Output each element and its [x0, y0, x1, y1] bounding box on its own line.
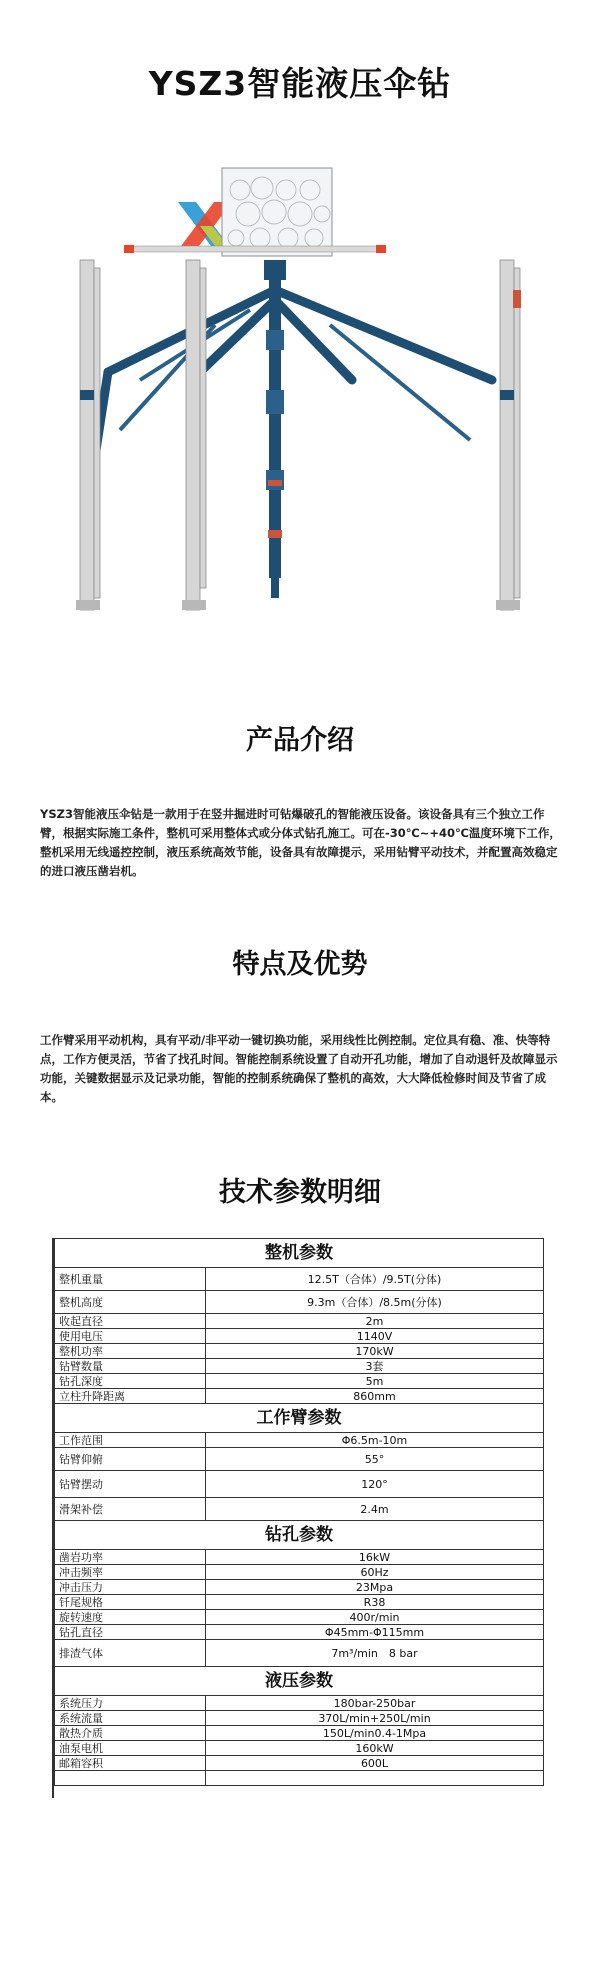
group-title-drill: 钻孔参数 — [55, 1521, 544, 1550]
spec-key: 冲击压力 — [55, 1580, 206, 1595]
spec-key: 系统压力 — [55, 1696, 206, 1711]
spec-value: 9.3m（合体）/8.5m(分体) — [206, 1291, 544, 1314]
spec-value: 2m — [206, 1314, 544, 1329]
spec-key: 散热介质 — [55, 1726, 206, 1741]
spec-value: 55° — [206, 1448, 544, 1471]
spec-key: 钻臂数量 — [55, 1359, 206, 1374]
spec-key: 排渣气体 — [55, 1640, 206, 1667]
spec-key: 冲击频率 — [55, 1565, 206, 1580]
page-title: YSZ3智能液压伞钻 — [148, 64, 452, 103]
specs-heading: 技术参数明细 — [219, 1177, 381, 1208]
spec-value: 23Mpa — [206, 1580, 544, 1595]
spec-value: 7m³/min 8 bar — [206, 1640, 544, 1667]
spec-value: 370L/min+250L/min — [206, 1711, 544, 1726]
spec-value: 180bar-250bar — [206, 1696, 544, 1711]
spec-key: 整机重量 — [55, 1268, 206, 1291]
spec-value: 860mm — [206, 1389, 544, 1404]
spec-value: 170kW — [206, 1344, 544, 1359]
spec-key: 钻孔直径 — [55, 1625, 206, 1640]
spec-value: Φ45mm-Φ115mm — [206, 1625, 544, 1640]
spec-value: 400r/min — [206, 1610, 544, 1625]
spec-value: 160kW — [206, 1741, 544, 1756]
group-title-machine: 整机参数 — [55, 1239, 544, 1268]
features-text: 工作臂采用平动机构，具有平动/非平动一键切换功能，采用线性比例控制。定位具有稳、准、快等特点，工作方便灵活，节省了找孔时间。智能控制系统设置了自动开孔功能，增加了自动退钎及故障显示功能，关键数据显示及记录功能，智能的控制系统确保了整机的高效，大大降低检修时间及节省了成本。 — [40, 1033, 558, 1104]
spec-value: 5m — [206, 1374, 544, 1389]
spec-key: 收起直径 — [55, 1314, 206, 1329]
spec-key: 油泵电机 — [55, 1741, 206, 1756]
spec-value: R38 — [206, 1595, 544, 1610]
group-title-arm: 工作臂参数 — [55, 1404, 544, 1433]
spec-key: 整机高度 — [55, 1291, 206, 1314]
spec-table — [54, 1238, 544, 1786]
spec-key: 邮箱容积 — [55, 1756, 206, 1771]
spec-value: 16kW — [206, 1550, 544, 1565]
spec-value: 12.5T（合体）/9.5T(分体) — [206, 1268, 544, 1291]
spec-value: 150L/min0.4-1Mpa — [206, 1726, 544, 1741]
spec-key: 钻臂摆动 — [55, 1471, 206, 1498]
spec-value: 3套 — [206, 1359, 544, 1374]
spec-empty-value — [206, 1771, 544, 1786]
spec-value: Φ6.5m-10m — [206, 1433, 544, 1448]
spec-key: 整机功率 — [55, 1344, 206, 1359]
spec-value: 1140V — [206, 1329, 544, 1344]
spec-value: 60Hz — [206, 1565, 544, 1580]
spec-key: 滑架补偿 — [55, 1498, 206, 1521]
spec-key: 系统流量 — [55, 1711, 206, 1726]
spec-key: 旋转速度 — [55, 1610, 206, 1625]
spec-key: 钎尾规格 — [55, 1595, 206, 1610]
spec-value: 600L — [206, 1756, 544, 1771]
drill-rig-illustration — [0, 150, 600, 640]
intro-heading: 产品介绍 — [246, 725, 354, 756]
spec-key: 钻孔深度 — [55, 1374, 206, 1389]
spec-empty-key — [55, 1771, 206, 1786]
intro-text: YSZ3智能液压伞钻是一款用于在竖井掘进时可钻爆破孔的智能液压设备。该设备具有三个独立工作臂，根据实际施工条件，整机可采用整体式或分体式钻孔施工。可在-30℃~+40℃温度环境下工作，整机采用无线遥控控制，液压系统高效节能，设备具有故障提示，采用钻臂平动技术，并配置高效稳定的进口液压凿岩机。 — [40, 807, 561, 878]
spec-key: 使用电压 — [55, 1329, 206, 1344]
features-heading: 特点及优势 — [232, 949, 368, 980]
spec-key: 立柱升降距离 — [55, 1389, 206, 1404]
spec-value: 120° — [206, 1471, 544, 1498]
group-title-hydraulic: 液压参数 — [55, 1667, 544, 1696]
spec-value: 2.4m — [206, 1498, 544, 1521]
spec-key: 凿岩功率 — [55, 1550, 206, 1565]
spec-key: 钻臂仰俯 — [55, 1448, 206, 1471]
spec-key: 工作范围 — [55, 1433, 206, 1448]
